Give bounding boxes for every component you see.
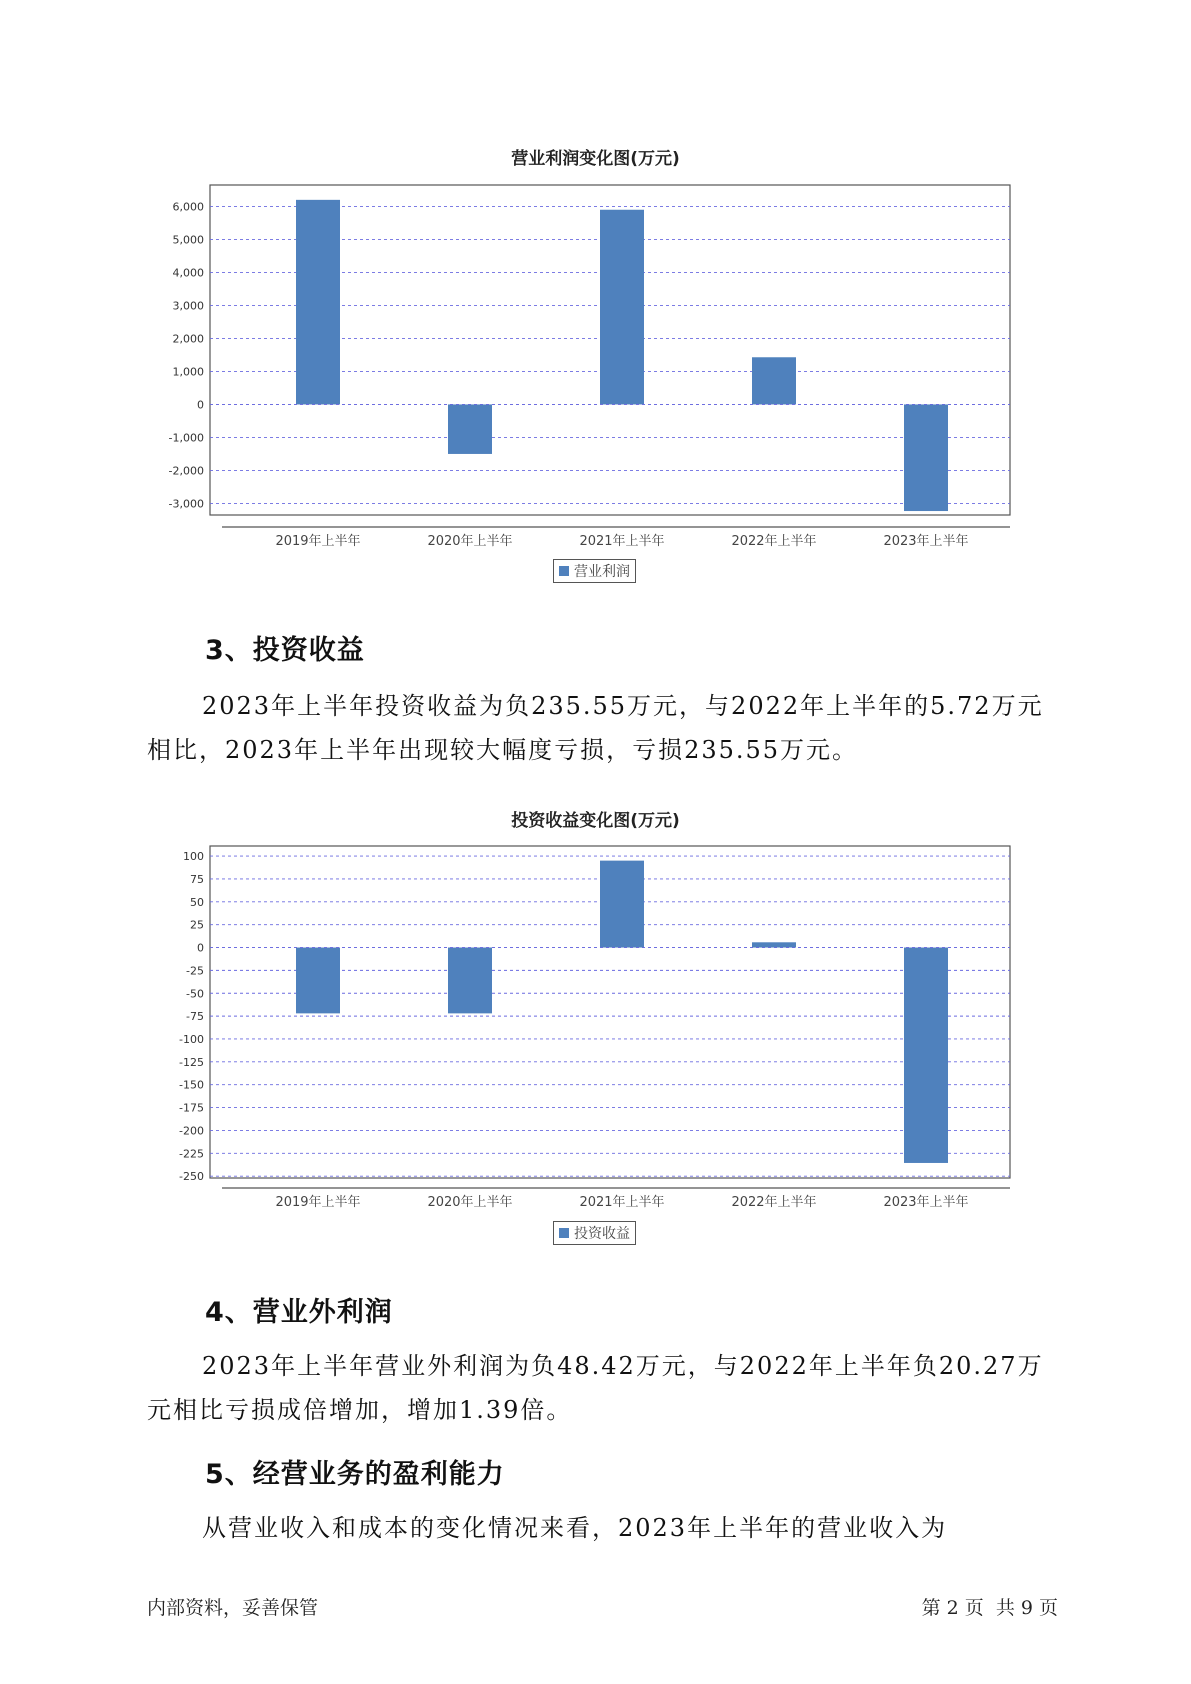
legend-swatch — [559, 1228, 569, 1238]
x-tick-label: 2021年上半年 — [579, 534, 665, 549]
section-heading: 4、营业外利润 — [205, 1297, 393, 1328]
x-tick-label: 2023年上半年 — [883, 1195, 969, 1210]
y-tick-label: 6,000 — [172, 200, 204, 214]
chart-legend — [553, 1221, 636, 1245]
bar — [296, 948, 340, 1014]
legend-label: 营业利润 — [574, 564, 630, 580]
bar — [600, 861, 644, 948]
x-tick-label: 2021年上半年 — [579, 1195, 665, 1210]
y-tick-label: 5,000 — [172, 233, 204, 247]
y-tick-label: -250 — [179, 1170, 204, 1184]
y-tick-label: -225 — [179, 1147, 204, 1161]
footer-left: 内部资料，妥善保管 — [147, 1597, 319, 1619]
y-tick-label: -100 — [179, 1032, 204, 1046]
section-heading: 5、经营业务的盈利能力 — [205, 1459, 505, 1490]
y-tick-label: 100 — [183, 850, 204, 864]
y-tick-label: -1,000 — [168, 431, 204, 445]
x-tick-label: 2022年上半年 — [731, 534, 817, 549]
y-tick-label: 3,000 — [172, 299, 204, 313]
x-tick-label: 2020年上半年 — [427, 1195, 513, 1210]
section-paragraph: 2023年上半年营业外利润为负48.42万元，与2022年上半年负20.27万元相比亏损成倍增加，增加1.39倍。 — [147, 1352, 1044, 1424]
x-tick-label: 2022年上半年 — [731, 1195, 817, 1210]
page-number: 第 2 页 共 9 页 — [921, 1597, 1058, 1619]
y-tick-label: -25 — [186, 964, 204, 978]
y-tick-label: 75 — [190, 872, 204, 886]
x-tick-label: 2020年上半年 — [427, 534, 513, 549]
chart-title: 投资收益变化图(万元) — [511, 811, 680, 831]
bar — [448, 948, 492, 1014]
section-paragraph: 2023年上半年投资收益为负235.55万元，与2022年上半年的5.72万元相比，2023年上半年出现较大幅度亏损，亏损235.55万元。 — [147, 692, 1044, 764]
y-tick-label: -175 — [179, 1101, 204, 1115]
x-tick-label: 2023年上半年 — [883, 534, 969, 549]
y-tick-label: 0 — [197, 941, 204, 955]
y-tick-label: 50 — [190, 895, 204, 909]
x-tick-label: 2019年上半年 — [275, 534, 361, 549]
y-tick-label: -75 — [186, 1010, 204, 1024]
y-tick-label: -3,000 — [168, 497, 204, 511]
legend-label: 投资收益 — [574, 1226, 630, 1242]
chart-title: 营业利润变化图(万元) — [511, 149, 680, 169]
y-tick-label: 25 — [190, 918, 204, 932]
y-tick-label: -2,000 — [168, 464, 204, 478]
y-tick-label: 1,000 — [172, 365, 204, 379]
y-tick-label: -50 — [186, 987, 204, 1001]
y-tick-label: 4,000 — [172, 266, 204, 280]
y-tick-label: 0 — [197, 398, 204, 412]
x-tick-label: 2019年上半年 — [275, 1195, 361, 1210]
section-heading: 3、投资收益 — [205, 635, 365, 666]
bar — [904, 948, 948, 1163]
y-tick-label: -125 — [179, 1055, 204, 1069]
section-paragraph: 从营业收入和成本的变化情况来看，2023年上半年的营业收入为 — [202, 1514, 948, 1542]
y-tick-label: -150 — [179, 1078, 204, 1092]
y-tick-label: 2,000 — [172, 332, 204, 346]
bar — [752, 942, 796, 947]
y-tick-label: -200 — [179, 1124, 204, 1138]
